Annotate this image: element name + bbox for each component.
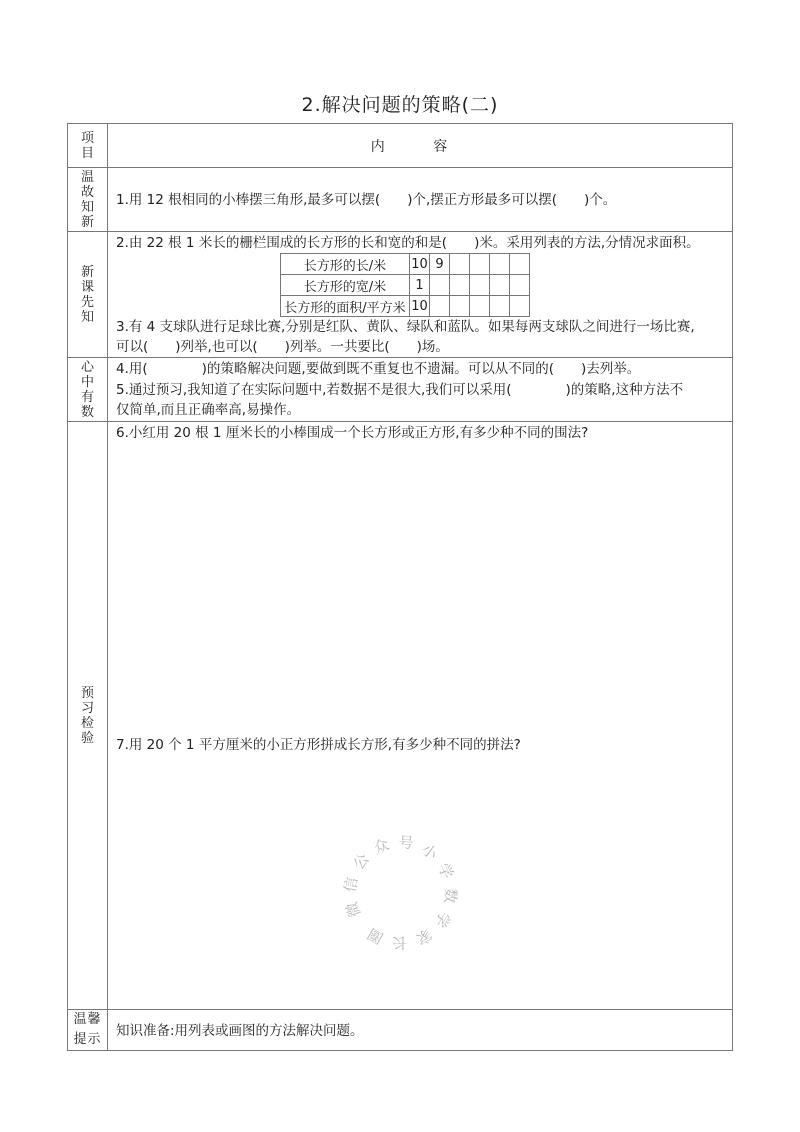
tip-label-cell xyxy=(68,1010,108,1050)
table-cell xyxy=(470,275,490,296)
table-cell: 1 xyxy=(410,275,430,296)
header-label-cell xyxy=(68,124,108,167)
table-cell xyxy=(470,254,490,275)
watermark-char: 数 xyxy=(440,887,460,904)
summary-content xyxy=(108,358,732,421)
preview-content xyxy=(108,232,732,357)
question-3-line-1: 3.有 4 支球队进行足球比赛,分别是红队、黄队、绿队和蓝队。如果每两支球队之间进行一场比赛, xyxy=(116,319,695,335)
preview-label-cell xyxy=(68,232,108,357)
watermark-char: 学 xyxy=(430,908,455,931)
table-cell xyxy=(430,275,450,296)
table-cell xyxy=(510,275,530,296)
table-cell xyxy=(490,275,510,296)
watermark-char: 长 xyxy=(392,933,408,952)
watermark-char: 信 xyxy=(341,875,362,894)
review-row xyxy=(68,167,732,231)
tip-row xyxy=(68,1009,732,1050)
preview-label: 新课先知 xyxy=(80,264,94,325)
header-content-cell xyxy=(108,124,732,167)
table-cell xyxy=(450,275,470,296)
row-label-length: 长方形的长/米 xyxy=(281,254,410,275)
watermark-stamp xyxy=(333,825,468,960)
header-col-content: 内 容 xyxy=(370,138,470,155)
table-cell: 10 xyxy=(410,254,430,275)
table-cell: 10 xyxy=(410,296,430,317)
table-row xyxy=(281,296,530,317)
watermark-char: 微 xyxy=(342,899,365,920)
watermark-char: 圈 xyxy=(364,924,387,948)
summary-row xyxy=(68,357,732,421)
header-col-project: 项目 xyxy=(80,130,94,161)
table-cell xyxy=(450,254,470,275)
watermark-char: 众 xyxy=(370,835,392,858)
header-row xyxy=(68,124,732,167)
question-5-line-2: 仅简单,而且正确率高,易操作。 xyxy=(116,402,301,418)
watermark-char: 公 xyxy=(349,850,373,874)
question-1: 1.用 12 根相同的小棒摆三角形,最多可以摆( )个,摆正方形最多可以摆( )个。 xyxy=(116,192,617,208)
preview-row xyxy=(68,231,732,357)
watermark-char: 学 xyxy=(434,860,457,882)
question-6: 6.小红用 20 根 1 厘米长的小棒围成一个长方形或正方形,有多少种不同的围法? xyxy=(116,425,589,441)
row-label-width: 长方形的宽/米 xyxy=(281,275,410,296)
summary-label-cell xyxy=(68,358,108,421)
question-3-line-2: 可以( )列举,也可以( )列举。一共要比( )场。 xyxy=(116,339,449,355)
check-label: 预习检验 xyxy=(80,685,94,746)
review-content xyxy=(108,168,732,231)
table-cell xyxy=(510,254,530,275)
table-cell xyxy=(490,296,510,317)
area-list-table xyxy=(280,253,530,317)
row-label-area: 长方形的面积/平方米 xyxy=(281,296,410,317)
question-4: 4.用( )的策略解决问题,要做到既不重复也不遗漏。可以从不同的( )去列举。 xyxy=(116,361,641,377)
table-cell xyxy=(430,296,450,317)
question-5-line-1: 5.通过预习,我知道了在实际问题中,若数据不是很大,我们可以采用( )的策略,这种方法不 xyxy=(116,382,684,398)
table-cell: 9 xyxy=(430,254,450,275)
watermark-char: 小 xyxy=(418,840,441,864)
question-7: 7.用 20 个 1 平方厘米的小正方形拼成长方形,有多少种不同的拼法? xyxy=(116,737,521,753)
watermark-char: 家 xyxy=(413,925,435,949)
review-label: 温故知新 xyxy=(80,169,94,230)
page-title: 2.解决问题的策略(二) xyxy=(301,94,499,116)
review-label-cell xyxy=(68,168,108,231)
check-label-cell xyxy=(68,422,108,1009)
tip-label: 温馨提示 xyxy=(73,1012,102,1047)
summary-label: 心中有数 xyxy=(80,359,94,420)
watermark-char: 号 xyxy=(397,833,415,853)
table-cell xyxy=(470,296,490,317)
tip-content xyxy=(108,1010,732,1050)
table-cell xyxy=(510,296,530,317)
table-row xyxy=(281,254,530,275)
question-2: 2.由 22 根 1 米长的栅栏围成的长方形的长和宽的和是( )米。采用列表的方法,分情况求面积。 xyxy=(116,235,700,251)
table-cell xyxy=(490,254,510,275)
table-cell xyxy=(450,296,470,317)
tip-text: 知识准备:用列表或画图的方法解决问题。 xyxy=(116,1023,364,1039)
table-row xyxy=(281,275,530,296)
